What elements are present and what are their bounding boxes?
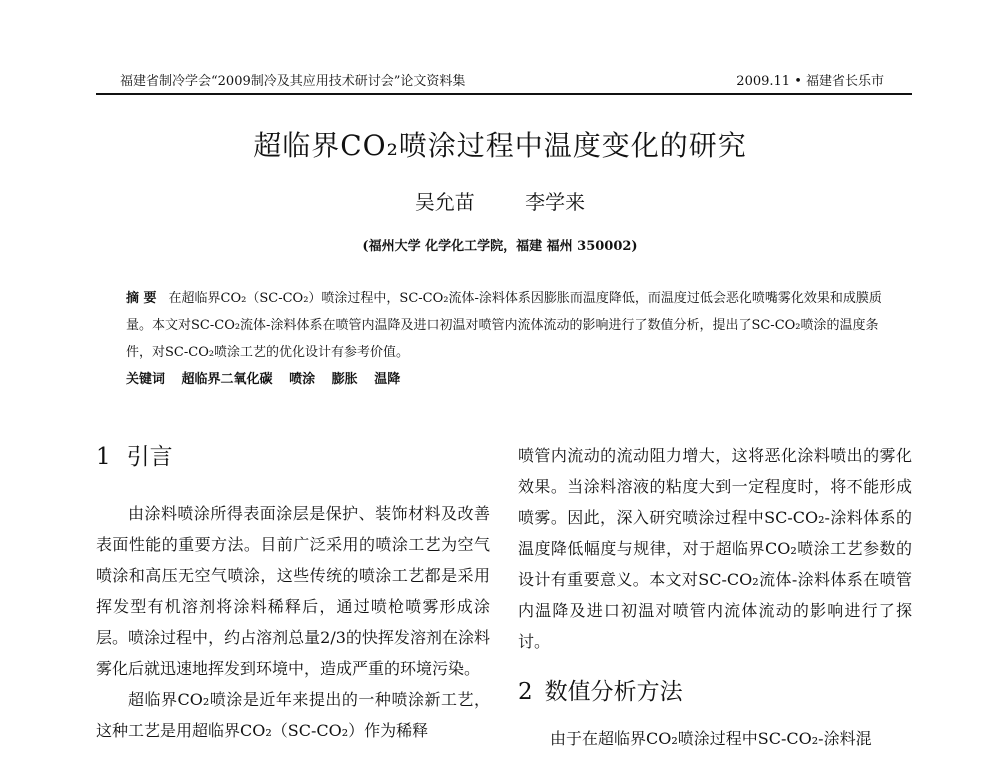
- body-paragraph: 由于在超临界CO₂喷涂过程中SC-CO₂-涂料混: [550, 729, 872, 748]
- section-number: 1: [96, 444, 111, 470]
- paper-title: 超临界CO₂喷涂过程中温度变化的研究: [253, 129, 747, 162]
- keyword: 喷涂: [289, 372, 316, 387]
- section-title: 引言: [126, 444, 173, 470]
- running-header-left: 福建省制冷学会“2009制冷及其应用技术研讨会”论文资料集: [120, 74, 466, 89]
- affiliation: (福州大学 化学化工学院，福建 福州 350002): [362, 239, 638, 254]
- body-paragraph: 超临界CO₂喷涂是近年来提出的一种喷涂新工艺，这种工艺是用超临界CO₂（SC-CO₂）作为稀释: [96, 690, 490, 740]
- abstract-label: 摘 要: [126, 291, 157, 306]
- keyword: 超临界二氧化碳: [181, 372, 273, 387]
- section-2-heading: [518, 675, 912, 709]
- keyword: 膨胀: [331, 372, 358, 387]
- keywords: [126, 366, 884, 393]
- author-name: 吴允苗: [414, 190, 475, 214]
- right-column: [518, 440, 912, 754]
- left-column: [96, 440, 490, 746]
- header-rule: [96, 93, 912, 95]
- author-list: [0, 186, 1000, 215]
- running-header-right: 2009.11 • 福建省长乐市: [736, 74, 884, 89]
- keywords-label: 关键词: [126, 372, 166, 387]
- body-paragraph: 由涂料喷涂所得表面涂层是保护、装饰材料及改善表面性能的重要方法。目前广泛采用的喷涂工艺为空气喷涂和高压无空气喷涂，这些传统的喷涂工艺都是采用挥发型有机溶剂将涂料稀释后，通过喷枪喷雾形成涂层。喷涂过程中，约占溶剂总量2/3的快挥发溶剂在涂料雾化后就迅速地挥发到环境中，造成严重的环境污染。: [96, 504, 490, 678]
- abstract: [126, 285, 884, 393]
- author-name: 李学来: [525, 190, 586, 214]
- body-paragraph: 喷管内流动的流动阻力增大，这将恶化涂料喷出的雾化效果。当涂料溶液的粘度大到一定程度时，将不能形成喷雾。因此，深入研究喷涂过程中SC-CO₂-涂料体系的温度降低幅度与规律，对于超临界CO₂喷涂工艺参数的设计有重要意义。本文对SC-CO₂流体-涂料体系在喷管内温降及进口初温对喷管内流体流动的影响进行了探讨。: [518, 446, 912, 651]
- abstract-text: 在超临界CO₂（SC-CO₂）喷涂过程中，SC-CO₂流体-涂料体系因膨胀而温度降低，而温度过低会恶化喷嘴雾化效果和成膜质量。本文对SC-CO₂流体-涂料体系在喷管内温降及进口初温对喷管内流体流动的影响进行了数值分析，提出了SC-CO₂喷涂的温度条件，对SC-CO₂喷涂工艺的优化设计有参考价值。: [126, 291, 882, 360]
- section-title: 数值分析方法: [544, 679, 683, 705]
- keyword: 温降: [374, 372, 401, 387]
- section-1-heading: [96, 440, 490, 474]
- section-number: 2: [518, 679, 533, 705]
